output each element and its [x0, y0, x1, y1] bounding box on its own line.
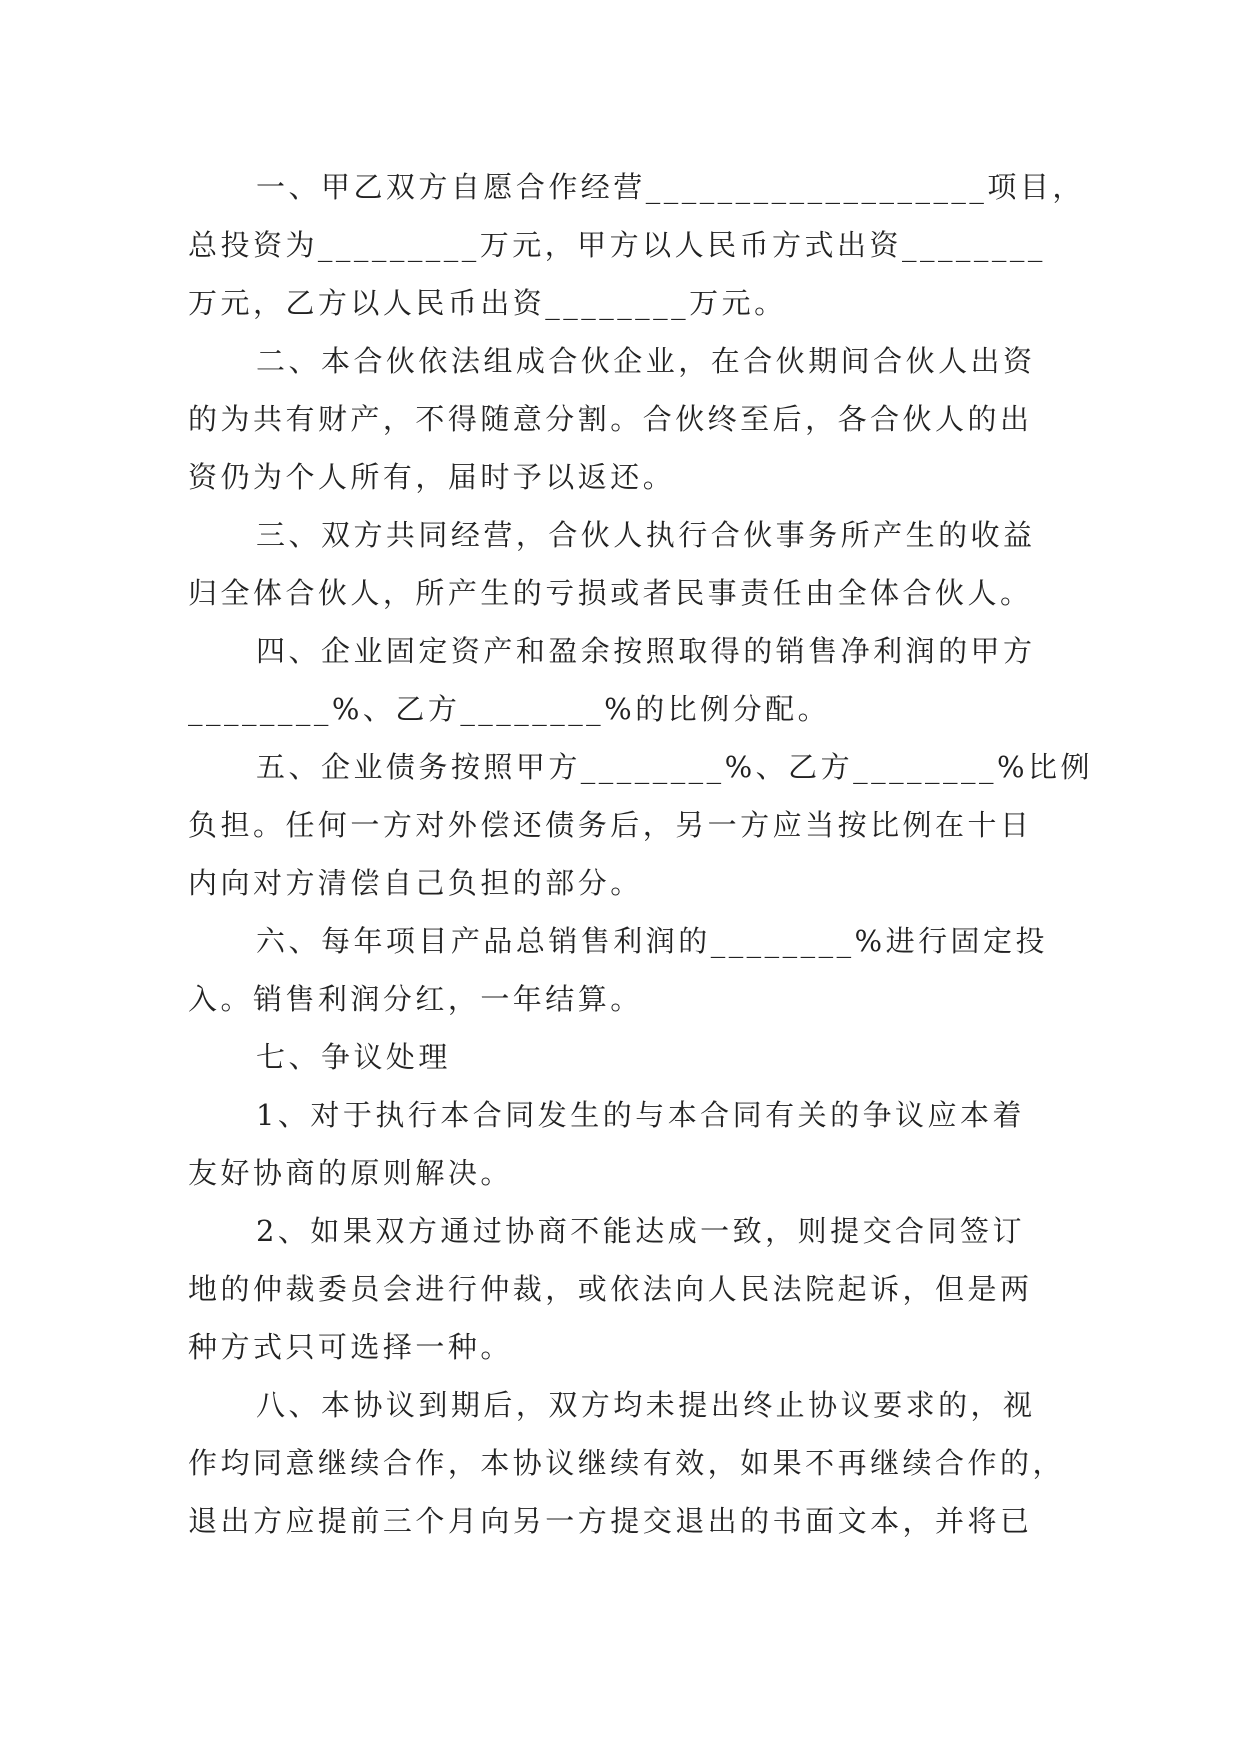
clause-4-line-2: ________%、乙方________%的比例分配。 — [188, 692, 831, 726]
clause-1-line-1: 一、甲乙双方自愿合作经营___________________项目， — [256, 170, 1085, 204]
clause-1-line-2: 总投资为_________万元，甲方以人民币方式出资________ — [188, 228, 1046, 262]
clause-2-line-3: 资仍为个人所有，届时予以返还。 — [188, 460, 676, 494]
clause-3-line-1: 三、双方共同经营，合伙人执行合伙事务所产生的收益 — [256, 518, 1036, 552]
clause-7-heading: 七、争议处理 — [256, 1040, 451, 1074]
clause-7-item-2-line-3: 种方式只可选择一种。 — [188, 1330, 513, 1364]
clause-5-line-2: 负担。任何一方对外偿还债务后，另一方应当按比例在十日 — [188, 808, 1033, 842]
clause-7-item-1-line-2: 友好协商的原则解决。 — [188, 1156, 513, 1190]
clause-5-line-1: 五、企业债务按照甲方________%、乙方________%比例 — [256, 750, 1093, 784]
clause-6-line-1: 六、每年项目产品总销售利润的________%进行固定投 — [256, 924, 1048, 958]
clause-8-line-3: 退出方应提前三个月向另一方提交退出的书面文本，并将已 — [188, 1504, 1033, 1538]
clause-5-line-3: 内向对方清偿自己负担的部分。 — [188, 866, 643, 900]
clause-1-line-3: 万元，乙方以人民币出资________万元。 — [188, 286, 787, 320]
clause-8-line-1: 八、本协议到期后，双方均未提出终止协议要求的，视 — [256, 1388, 1036, 1422]
clause-8-line-2: 作均同意继续合作，本协议继续有效，如果不再继续合作的， — [188, 1446, 1065, 1480]
clause-7-item-1-line-1: 1、对于执行本合同发生的与本合同有关的争议应本着 — [256, 1098, 1025, 1132]
clause-2-line-1: 二、本合伙依法组成合伙企业，在合伙期间合伙人出资 — [256, 344, 1036, 378]
clause-6-line-2: 入。销售利润分红，一年结算。 — [188, 982, 643, 1016]
clause-7-item-2-line-2: 地的仲裁委员会进行仲裁，或依法向人民法院起诉，但是两 — [188, 1272, 1033, 1306]
clause-4-line-1: 四、企业固定资产和盈余按照取得的销售净利润的甲方 — [256, 634, 1036, 668]
clause-7-item-2-line-1: 2、如果双方通过协商不能达成一致，则提交合同签订 — [256, 1214, 1025, 1248]
clause-2-line-2: 的为共有财产，不得随意分割。合伙终至后，各合伙人的出 — [188, 402, 1033, 436]
clause-3-line-2: 归全体合伙人，所产生的亏损或者民事责任由全体合伙人。 — [188, 576, 1033, 610]
contract-body — [188, 158, 1093, 1550]
